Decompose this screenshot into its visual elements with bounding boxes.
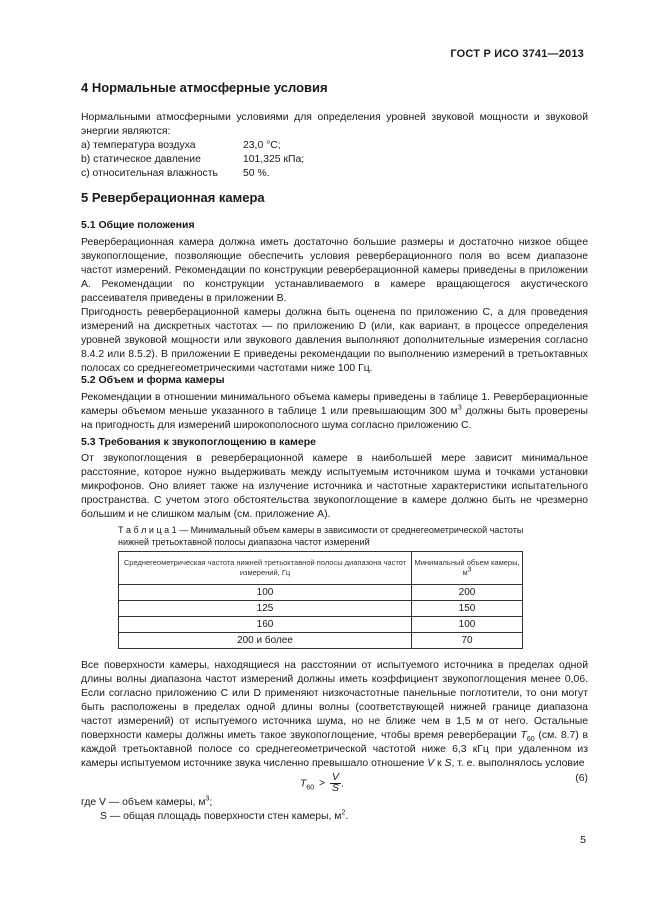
table-row: 200 и более 70	[119, 633, 523, 649]
section-5-title: 5 Реверберационная камера	[81, 190, 265, 205]
section-4-intro: Нормальными атмосферными условиями для определения уровней звуковой мощности и звуковой энергии являются:	[81, 112, 588, 137]
section-5-3-title: 5.3 Требования к звукопоглощению в камере	[81, 436, 317, 448]
equation-number: (6)	[575, 773, 588, 784]
section-5-2-paragraph: Рекомендации в отношении минимального объема камеры приведены в таблице 1. Реверберационные камеры объемом меньше указанного в таблице 1 или превышающим 300 $м^3$ должны быть проверены на пригодность для измерений широкополосного шума согласно приложению С.	[81, 392, 589, 431]
document-header: ГОСТ Р ИСО 3741—2013	[450, 48, 584, 60]
condition-pressure: b) статическое давление 101,325 кПа;	[81, 154, 305, 165]
conditions-list	[81, 139, 381, 181]
where-surface: S — общая площадь поверхности стен камеры, $м^2$.	[100, 809, 349, 822]
table-header-volume: Минимальный объем камеры, $м^3$	[412, 552, 523, 585]
condition-temperature: а) температура воздуха 23,0 °С;	[81, 140, 281, 151]
section-5-2-title: 5.2 Объем и форма камеры	[81, 374, 225, 386]
table-row: 125 150	[119, 601, 523, 617]
section-5-3-paragraph: От звукопоглощения в реверберационной камере в наибольшей мере зависит минимальное расстояние, которое нужно выдерживать между испытуемым источником шума и точками установки микрофонов. Оно влияет также на излучение источника и частотные характеристики испытательного пространства. С учетом этого обстоятельства звукопоглощение в камере должно быть не чрезмерно большим и не слишком малым (см. приложение А).	[81, 453, 588, 520]
table-header-frequency: Среднегеометрическая частота нижней третьоктавной полосы диапазона частот измерений, Гц	[119, 552, 412, 585]
section-5-1-title: 5.1 Общие положения	[81, 219, 195, 231]
section-4-title: 4 Нормальные атмосферные условия	[81, 80, 328, 95]
table-row: 160 100	[119, 617, 523, 633]
table-header-row	[119, 552, 523, 585]
section-5-1-paragraph-1: Реверберационная камера должна иметь достаточно большие размеры и достаточно низкое общее звукопоглощение, позволяющие обеспечить условия реверберационного поля во всем диапазоне частот измерений. Рекомендации по конструкции реверберационной камеры приведены в приложении А. Рекомендации по конструкции устанавливаемого в камере вращающегося акустического рассеивателя приведены в приложении В.	[81, 237, 588, 304]
section-5-1-paragraph-2: Пригодность реверберационной камеры должна быть оценена по приложению С, а для проведения измерений на дискретных частотах — по приложению D (или, как вариант, в процессе определения уровней звуковой мощности или звукового давления выполняют дополнительные измерения согласно 8.4.2 или 8.5.2). В приложении Е приведены рекомендации по выполнению измерений в третьоктавных полосах со среднегеометрическими частотами ниже 100 Гц.	[81, 307, 588, 374]
where-volume: где V — объем камеры, $м^3$;	[81, 795, 213, 808]
condition-humidity: с) относительная влажность 50 %.	[81, 168, 270, 179]
absorption-paragraph: Все поверхности камеры, находящиеся на расстоянии от испытуемого источника в пределах одной длины волны диапазона частот измерений должны иметь коэффициент звукопоглощения менее 0,06. Если согласно приложению С или D применяют низкочастотные панельные поглотители, то они могут быть расположены в пределах одной длины волны (соответствующей нижней границе диапазона частот измерений) от испытуемого источника шума, но не ближе чем в 1,5 м от него. Остальные поверхности камеры должны иметь такое звукопоглощение, чтобы время реверберации $T_{60}$ (см. 8.7) в каждой третьоктавной полосе со среднегеометрической частотой ниже 6,3 кГц при удаленном из камеры испытуемом источнике звука численно превышало отношение V к S, т. е. выполнялось условие	[81, 660, 588, 769]
equation-6: $T_{60}$ > $\frac{V}{S}$ .	[300, 772, 344, 794]
page-number: 5	[580, 834, 586, 846]
table-1	[118, 551, 523, 649]
table-1-caption: Т а б л и ц а 1 — Минимальный объем камеры в зависимости от среднегеометрической частоты нижней третьоктавной полосы диапазона частот измерений	[118, 525, 524, 547]
table-row: 100 200	[119, 585, 523, 601]
